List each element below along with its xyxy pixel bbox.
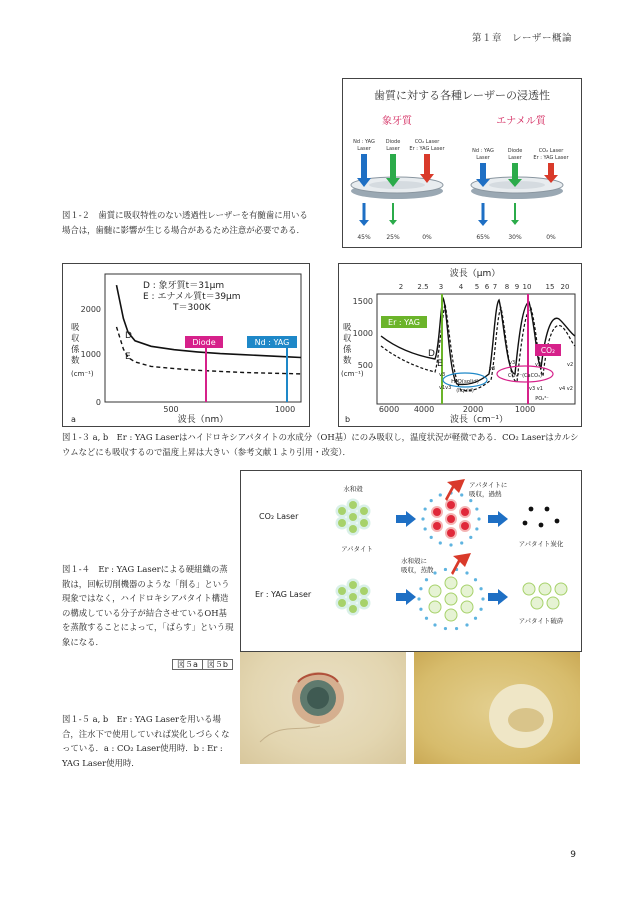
curve-label-e: E: [125, 352, 131, 362]
top-ticks: [399, 283, 570, 291]
freed-apatite: [445, 593, 457, 605]
freed-apatite: [429, 585, 441, 597]
svg-text:吸: 吸: [343, 323, 352, 333]
chapter-header: 第１章 レーザー概論: [471, 33, 572, 44]
v-label-1: v3: [439, 372, 446, 378]
figure-1-3b: [338, 263, 582, 427]
ndyag-label: Nd : YAG: [254, 338, 290, 347]
svg-text:7: 7: [492, 283, 498, 291]
v-label-5: v3: [489, 366, 496, 372]
water-droplet: [469, 499, 472, 502]
water-droplet: [439, 493, 442, 496]
water-droplet: [460, 493, 463, 496]
svg-text:5: 5: [474, 283, 480, 291]
apatite-absorb-label-2: 吸収，過熱: [469, 490, 502, 498]
svg-text:吸: 吸: [71, 323, 80, 333]
diode-label: Diode: [192, 338, 216, 347]
svg-text:Er : YAG Laser: Er : YAG Laser: [533, 155, 569, 161]
water-droplet: [481, 597, 484, 600]
heated-apatite: [447, 501, 455, 509]
apatite-particle: [349, 513, 357, 521]
apatite-absorb-label-1: アパタイトに: [469, 481, 508, 489]
svg-text:Laser: Laser: [476, 155, 490, 161]
broken-apatite: [539, 583, 551, 595]
xtick-1000-b: 1000: [514, 405, 536, 414]
water-shell-label: 水和殻: [343, 485, 363, 493]
water-droplet: [479, 608, 482, 611]
v-label-8: v4 v2: [559, 386, 573, 392]
eryag-badge-label: Er : YAG: [388, 318, 420, 327]
water-droplet: [425, 617, 428, 620]
po4-label: PO₄³⁻: [535, 396, 549, 402]
curve-label-e-b: E: [437, 359, 443, 369]
apatite-particle: [338, 587, 346, 595]
xtick-1000: 1000: [274, 405, 296, 414]
arrow-right-3: [396, 589, 416, 605]
carbon-particle: [523, 521, 528, 526]
water-droplet: [475, 527, 478, 530]
right-ndyag-label: Nd : YAG: [472, 148, 494, 154]
ytick-500: 500: [357, 361, 373, 370]
photo-eryag: [414, 652, 580, 764]
carbon-particle: [555, 519, 560, 524]
water-absorb-label-1: 水和殻に: [401, 557, 427, 565]
water-droplet: [421, 517, 424, 520]
carbon-particle: [529, 507, 534, 512]
freed-apatite: [429, 601, 441, 613]
right-co2-label: CO₂ Laser: [538, 148, 564, 154]
heated-apatite: [447, 515, 455, 523]
left-co2-percent: 0%: [422, 234, 432, 241]
svg-text:2.5: 2.5: [417, 283, 429, 291]
panel-letter-b: b: [345, 415, 351, 424]
co2-badge-label: CO₂: [540, 346, 556, 355]
svg-text:3: 3: [438, 283, 444, 291]
left-diode-percent: 25%: [386, 234, 400, 241]
v-label-6: v2: [567, 362, 574, 368]
curve-d-b: [381, 298, 575, 385]
water-droplet: [455, 627, 458, 630]
heated-apatite: [461, 508, 469, 516]
ndyag-marker: [247, 336, 297, 402]
broken-apatite: [531, 597, 543, 609]
left-ndyag-percent: 45%: [357, 234, 371, 241]
broken-apatite: [523, 583, 535, 595]
svg-text:収: 収: [71, 334, 80, 344]
series-e-line: [117, 327, 302, 374]
water-droplet: [474, 578, 477, 581]
xtick-6000: 6000: [378, 405, 400, 414]
right-diode-label: Diode: [507, 148, 523, 154]
photo-co2: [240, 652, 406, 764]
fig15-tag-b: 図５b: [203, 659, 233, 670]
svg-text:Laser: Laser: [357, 146, 371, 152]
water-droplet: [460, 541, 463, 544]
water-droplet: [424, 507, 427, 510]
water-droplet: [474, 617, 477, 620]
water-droplet: [433, 623, 436, 626]
h2o-label: H₂O(solid): [451, 379, 479, 385]
figure-1-3a: [62, 263, 310, 427]
ytick-1000: 1000: [80, 350, 101, 359]
svg-text:8: 8: [504, 283, 510, 291]
legend-e: E : エナメル質t＝39μm: [143, 292, 241, 302]
laser-arrow-2: [451, 553, 471, 575]
fig15-tag-row: [172, 652, 233, 671]
svg-text:数: 数: [343, 356, 352, 366]
apatite-particle: [349, 593, 357, 601]
v-label-4: v3: [509, 360, 516, 366]
water-droplet: [449, 543, 452, 546]
co2-row-label: CO₂ Laser: [259, 512, 299, 521]
svg-text:数: 数: [71, 356, 80, 366]
apatite-particle: [338, 507, 346, 515]
svg-text:10: 10: [522, 283, 532, 291]
v-label-3: v2: [535, 362, 542, 368]
arrow-right-1: [396, 511, 416, 527]
water-droplet: [417, 597, 420, 600]
fig12-title: 歯質に対する各種レーザーの浸透性: [374, 89, 550, 102]
apatite-particle: [349, 501, 357, 509]
apatite-break-label: アパタイト破砕: [518, 617, 564, 625]
legend-d: D : 象牙質t＝31μm: [143, 281, 225, 291]
water-droplet: [465, 623, 468, 626]
svg-text:4: 4: [458, 283, 464, 291]
freed-apatite: [445, 609, 457, 621]
xtick-2000: 2000: [462, 405, 484, 414]
water-droplet: [477, 517, 480, 520]
eryag-row-label: Er : YAG Laser: [255, 590, 312, 599]
broken-apatite: [547, 597, 559, 609]
apatite-particle: [360, 507, 368, 515]
enamel-label: エナメル質: [496, 116, 546, 127]
water-droplet: [430, 536, 433, 539]
apatite-particle: [360, 587, 368, 595]
left-ndyag-label: Nd : YAG: [353, 139, 375, 145]
figure-1-2: [342, 78, 582, 248]
water-droplet: [444, 627, 447, 630]
top-xlabel: 波長（μm）: [449, 269, 501, 279]
apatite-particle: [349, 525, 357, 533]
vaporization-diagram: [241, 471, 581, 651]
arrow-right-2: [488, 511, 508, 527]
water-droplet: [479, 587, 482, 590]
water-droplet: [424, 527, 427, 530]
apatite-particle: [349, 581, 357, 589]
water-droplet: [439, 541, 442, 544]
freed-apatite: [445, 577, 457, 589]
heated-apatite: [447, 529, 455, 537]
svg-text:Er : YAG Laser: Er : YAG Laser: [409, 146, 445, 152]
heated-apatite: [461, 522, 469, 530]
fig12-caption: 図１-２ 歯質に吸収特性のない透過性レーザーを有髄歯に用いる場合は，歯髄に影響が生じる場合があるため注意が必要である．: [62, 210, 308, 235]
ytick-2000: 2000: [80, 305, 101, 314]
apatite-particle: [349, 605, 357, 613]
page-number: 9: [570, 850, 576, 860]
water-droplet: [430, 499, 433, 502]
absorption-chart-b: [339, 264, 581, 426]
apatite-particle: [338, 519, 346, 527]
heated-apatite: [433, 522, 441, 530]
left-diode-label: Diode: [385, 139, 401, 145]
apatite-particle: [360, 599, 368, 607]
figure-1-4: [240, 470, 582, 652]
v-label-7: v3 v1: [529, 386, 543, 392]
svg-text:収: 収: [343, 334, 352, 344]
svg-text:15: 15: [545, 283, 555, 291]
absorption-chart-a: [63, 264, 309, 426]
water-droplet: [469, 536, 472, 539]
water-droplet: [419, 608, 422, 611]
ytick-1500: 1500: [352, 297, 373, 306]
carbon-particle: [539, 523, 544, 528]
fig14-caption: 図１-４ Er : YAG Laserによる硬組織の蒸散は，回転切削機器のような「削る」という現象ではなく，ハイドロキシアパタイト構造の構成している分子が結合させているOH基を蒸散することによって，「ばらす」という現象になる．: [62, 564, 234, 647]
svg-text:9: 9: [514, 283, 520, 291]
v-label-2: v1v3: [439, 385, 452, 391]
svg-text:20: 20: [560, 283, 570, 291]
water-droplet: [433, 571, 436, 574]
heated-apatite: [433, 508, 441, 516]
svg-text:(cm⁻¹): (cm⁻¹): [71, 370, 94, 378]
xlabel-a: 波長（nm）: [177, 415, 229, 425]
svg-text:(cm⁻¹): (cm⁻¹): [341, 370, 364, 378]
svg-text:係: 係: [71, 345, 80, 355]
xlabel-b: 波長（cm⁻¹）: [449, 415, 509, 425]
fig15-tag-a: 図５a: [172, 659, 203, 670]
svg-text:Laser: Laser: [508, 155, 522, 161]
dentin-label: 象牙質: [382, 116, 412, 127]
arrow-right-4: [488, 589, 508, 605]
water-droplet: [444, 568, 447, 571]
panel-letter-a: a: [71, 415, 76, 424]
laser-arrow-1: [445, 479, 465, 501]
right-co2-percent: 0%: [546, 234, 556, 241]
fig13-caption: 図１-３ a, b Er : YAG Laserはハイドロキシアパタイトの水成分（OH基）にのみ吸収し，温度状況が軽微である．CO₂ Laserはカルシウムなどにも吸収するので温度上昇は大きい（参考文献１より引用・改変）．: [62, 432, 579, 457]
svg-text:2: 2: [398, 283, 404, 291]
right-diode-percent: 30%: [508, 234, 522, 241]
diode-marker: [185, 336, 223, 402]
fig15-caption: 図１-５ a, b Er : YAG Laserを用いる場合，注水下で使用していれば炭化しづらくなっている．a : CO₂ Laser使用時．b : Er : YAG Laser使用時．: [62, 714, 230, 768]
water-droplet: [425, 578, 428, 581]
xtick-500: 500: [163, 405, 179, 414]
water-droplet: [465, 571, 468, 574]
ytick-1000-b: 1000: [352, 329, 373, 338]
freed-apatite: [461, 601, 473, 613]
penetration-diagram: [343, 79, 581, 247]
water-droplet: [419, 587, 422, 590]
water-absorb-label-2: 吸収，蒸散: [401, 566, 434, 574]
curve-label-d: D: [125, 331, 132, 341]
apatite-particle: [360, 519, 368, 527]
liquid-label: (liquid): [456, 388, 474, 394]
svg-text:6: 6: [484, 283, 490, 291]
broken-apatite: [555, 583, 567, 595]
co3-label: CO₃²⁻(CaCO₃): [508, 373, 542, 379]
apatite-particle: [338, 599, 346, 607]
freed-apatite: [461, 585, 473, 597]
left-co2-label: CO₂ Laser: [414, 139, 440, 145]
apatite-label: アパタイト: [341, 545, 373, 553]
curve-label-d-b: D: [428, 349, 435, 359]
right-ndyag-percent: 65%: [476, 234, 490, 241]
svg-text:係: 係: [343, 345, 352, 355]
xtick-4000: 4000: [413, 405, 435, 414]
legend-t: T＝300K: [173, 303, 211, 313]
carbon-particle: [545, 507, 550, 512]
svg-text:Laser: Laser: [386, 146, 400, 152]
water-droplet: [475, 507, 478, 510]
ytick-0: 0: [95, 398, 101, 407]
apatite-carbon-label: アパタイト炭化: [518, 540, 564, 548]
